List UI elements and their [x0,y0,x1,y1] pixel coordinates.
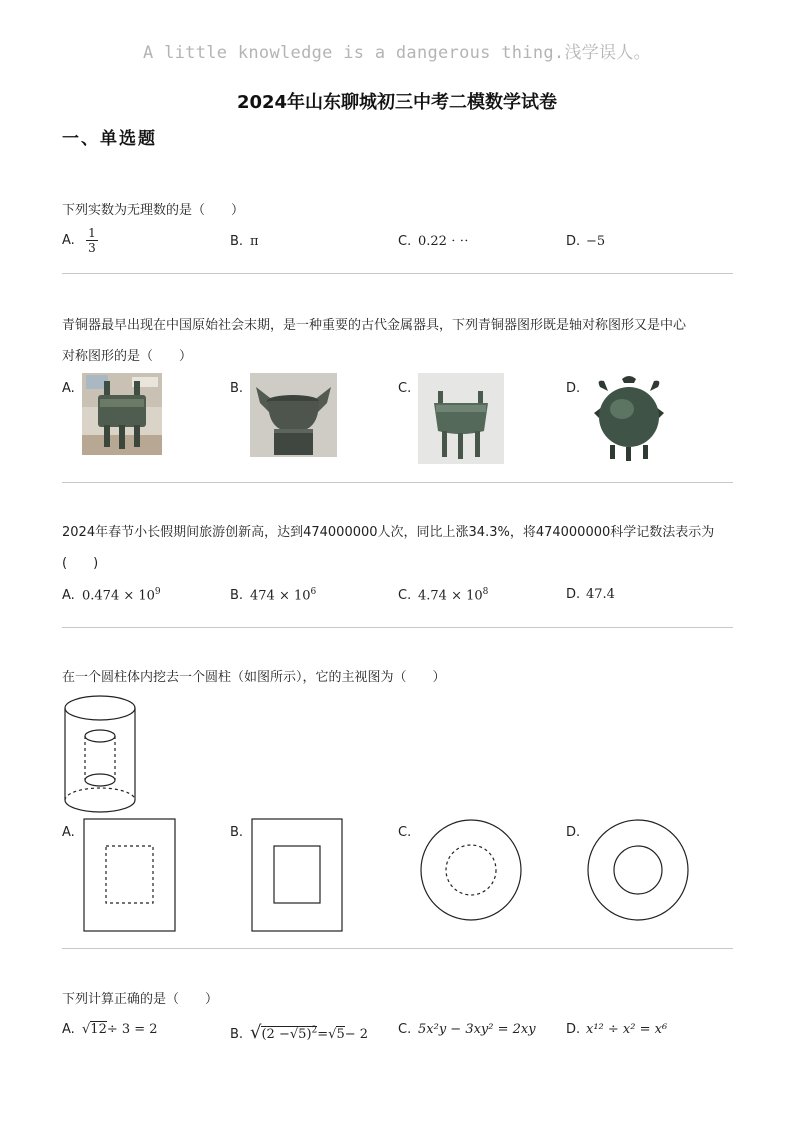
radical-sign: √ [289,1027,299,1042]
q2-option-b[interactable] [230,381,243,396]
option-value: π [250,234,259,249]
divider [62,948,733,949]
q3-option-a[interactable] [62,587,161,603]
radical-sign: √ [82,1022,91,1037]
q1-option-a[interactable] [62,226,98,255]
hollow-cylinder-figure [60,694,140,816]
fraction-denominator: 3 [88,241,96,255]
divider [62,627,733,628]
option-letter: D. [566,234,581,249]
option-value: 4.74 × 10 [418,588,483,604]
option-value: x¹² ÷ x² = x⁶ [586,1022,668,1037]
q4-option-a[interactable] [62,825,75,840]
option-letter: C. [398,1022,412,1037]
option-letter: C. [398,234,412,249]
option-letter: A. [62,1022,75,1037]
option-letter: C. [398,825,412,840]
option-letter: D. [566,381,581,396]
option-exponent: 6 [310,587,317,597]
option-exponent: 9 [154,587,161,597]
option-exponent: 8 [482,587,489,597]
bronze-vessel-photo-b[interactable] [250,373,337,457]
option-value: 474 × 10 [250,588,311,604]
q1-option-d[interactable] [566,234,605,249]
radicand: 12 [90,1022,107,1037]
q5-option-b[interactable] [230,1022,368,1043]
front-view-d-solid-circle[interactable] [586,818,690,922]
option-value: 5x²y − 3xy² = 2xy [418,1022,536,1037]
option-value: −5 [586,234,606,249]
option-letter: C. [398,381,412,396]
question-2-text-line1: 青铜器最早出现在中国原始社会末期，是一种重要的古代金属器具，下列青铜器图形既是轴对称图形又是中心 [62,318,687,333]
q5-option-c[interactable] [398,1022,536,1037]
divider [62,273,733,274]
bronze-ding-photo-a[interactable] [82,373,162,455]
q1-option-c[interactable] [398,234,469,249]
option-letter: D. [566,1022,581,1037]
radical-sign: √ [328,1027,337,1042]
outer-radicand [261,1026,317,1042]
option-letter: D. [566,825,581,840]
q2-option-a[interactable] [62,381,75,396]
option-value: ÷ 3 = 2 [106,1022,158,1037]
q5-option-a[interactable] [62,1022,158,1037]
question-4-text: 在一个圆柱体内挖去一个圆柱（如图所示），它的主视图为（ ） [62,670,446,685]
radicand: 5 [336,1027,345,1042]
q3-option-b[interactable] [230,587,316,603]
question-3-text-line2: ( ) [62,556,99,571]
inner-radicand: 5 [298,1027,307,1042]
option-letter: B. [230,381,244,396]
option-letter: B. [230,234,244,249]
q3-option-d[interactable] [566,587,615,602]
paren-close: ) [306,1027,312,1042]
option-value: 0.474 × 10 [82,588,155,604]
bronze-dui-photo-d[interactable] [586,373,672,465]
option-letter: A. [62,381,75,396]
fraction [86,226,98,255]
front-view-b-solid-rect[interactable] [251,818,343,932]
q2-option-c[interactable] [398,381,411,396]
bronze-ding-photo-c[interactable] [418,373,504,464]
question-5-text: 下列计算正确的是（ ） [62,992,219,1007]
exam-title: 2024年山东聊城初三中考二模数学试卷 [236,92,558,113]
q1-option-b[interactable] [230,234,259,249]
q3-option-c[interactable] [398,587,488,603]
option-letter: C. [398,588,412,604]
option-value: − 2 [344,1027,369,1042]
paren-open: (2 − [261,1027,290,1042]
watermark: A little knowledge is a dangerous thing.浅学误人。 [143,43,651,63]
option-letter: A. [62,588,75,604]
question-2-text-line2: 对称图形的是（ ） [62,349,193,364]
question-1-text: 下列实数为无理数的是（ ） [62,203,245,218]
q4-option-b[interactable] [230,825,243,840]
q5-option-d[interactable] [566,1022,667,1037]
option-letter: A. [62,825,75,840]
front-view-c-dashed-circle[interactable] [419,818,523,922]
option-value: 0.22 ⋅ ⋅⋅ [418,234,469,249]
q2-option-d[interactable] [566,381,580,396]
section-heading: 一、单选题 [62,129,157,149]
question-3-text-line1: 2024年春节小长假期间旅游创新高，达到474000000人次，同比上涨34.3%，将474000000科学记数法表示为 [62,525,715,540]
option-letter: B. [230,1027,244,1042]
option-letter: A. [62,233,75,248]
equals: = [317,1027,329,1042]
option-value: 47.4 [586,587,615,602]
option-letter: D. [566,587,581,602]
q4-option-c[interactable] [398,825,411,840]
q4-option-d[interactable] [566,825,580,840]
fraction-numerator: 1 [88,226,96,240]
front-view-a-dashed-rect[interactable] [83,818,176,932]
option-letter: B. [230,825,244,840]
radical-sign: √ [250,1022,262,1043]
option-letter: B. [230,588,244,604]
divider [62,482,733,483]
option-exponent: 2 [311,1025,318,1036]
